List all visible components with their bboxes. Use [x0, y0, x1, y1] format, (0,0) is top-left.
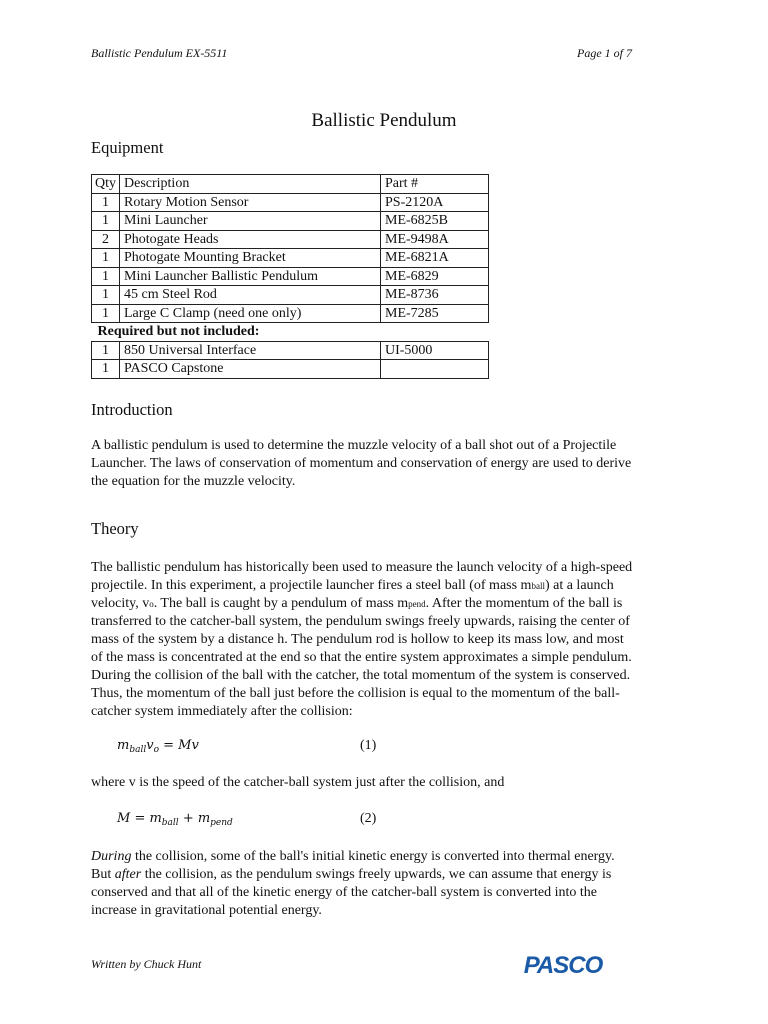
- footer-author: Written by Chuck Hunt: [91, 957, 202, 971]
- table-cell: 1: [92, 212, 120, 231]
- equation-2-number: (2): [360, 811, 377, 826]
- table-cell: ME-8736: [381, 286, 489, 305]
- subscript: ball: [531, 581, 545, 591]
- table-cell: 1: [92, 193, 120, 212]
- theory-line: conserved and that all of the kinetic energy of the catcher-ball system is converted into the: [91, 885, 598, 900]
- equipment-heading: Equipment: [91, 138, 164, 157]
- table-cell: 45 cm Steel Rod: [120, 286, 381, 305]
- table-cell: 1: [92, 341, 120, 360]
- table-cell: Photogate Heads: [120, 230, 381, 249]
- table-cell: Mini Launcher: [120, 212, 381, 231]
- eq-symbol: v: [146, 738, 154, 753]
- theory-line: increase in gravitational potential energy.: [91, 903, 322, 918]
- table-cell: 1: [92, 304, 120, 323]
- text-run: ) at a launch: [544, 578, 614, 593]
- subscript: o: [149, 599, 154, 609]
- eq-symbol: m: [117, 738, 130, 753]
- text-run: the collision, some of the ball's initial kinetic energy is converted into thermal energy.: [131, 849, 615, 864]
- eq-subscript: ball: [161, 818, 179, 828]
- table-cell: UI-5000: [381, 341, 489, 360]
- intro-line: Launcher. The laws of conservation of momentum and conservation of energy are used to derive: [91, 456, 632, 471]
- table-cell: PS-2120A: [381, 193, 489, 212]
- table-cell: ME-7285: [381, 304, 489, 323]
- eq-symbol: = Mv: [159, 738, 199, 753]
- emphasis: During: [91, 849, 132, 864]
- introduction-paragraph: [91, 437, 679, 491]
- text-run: But: [91, 867, 115, 882]
- theory-line: transferred to the catcher-ball system, the pendulum swings freely upwards, raising the center of: [91, 614, 630, 629]
- table-row: [92, 193, 489, 212]
- theory-line: [91, 866, 679, 884]
- table-header-row: [92, 175, 489, 194]
- table-cell: ME-6821A: [381, 249, 489, 268]
- intro-line: the equation for the muzzle velocity.: [91, 474, 296, 489]
- equation-1-number: (1): [360, 738, 377, 753]
- introduction-heading: Introduction: [91, 400, 173, 419]
- theory-line: During the collision of the ball with the catcher, the total momentum of the system is conserved.: [91, 668, 631, 683]
- table-cell: ME-6825B: [381, 212, 489, 231]
- theory-line: [91, 848, 679, 866]
- theory-line: catcher system immediately after the collision:: [91, 704, 353, 719]
- table-row: [92, 212, 489, 231]
- equation-2: [117, 811, 233, 828]
- theory-line: [91, 595, 679, 613]
- text-run: the collision, as the pendulum swings freely upwards, we can assume that energy is: [141, 867, 612, 882]
- eq-subscript: pend: [210, 818, 233, 828]
- table-row: [92, 341, 489, 360]
- table-cell: 1: [92, 267, 120, 286]
- table-cell: ME-9498A: [381, 230, 489, 249]
- table-row: [92, 286, 489, 305]
- text-run: . The ball is caught by a pendulum of mass m: [153, 596, 409, 611]
- eq-symbol: M = m: [117, 811, 162, 826]
- eq-subscript: o: [153, 745, 159, 755]
- theory-line: of the mass is concentrated at the end so that the entire system approximates a simple pendulum.: [91, 650, 632, 665]
- header-page-number: Page 1 of 7: [577, 46, 632, 60]
- eq-subscript: ball: [129, 745, 147, 755]
- table-cell: Photogate Mounting Bracket: [120, 249, 381, 268]
- table-cell: 850 Universal Interface: [120, 341, 381, 360]
- table-cell: 1: [92, 249, 120, 268]
- required-label: Required but not included:: [92, 323, 489, 342]
- eq-symbol: + m: [178, 811, 211, 826]
- table-cell: PASCO Capstone: [120, 360, 381, 379]
- theory-paragraph-1: [91, 559, 679, 721]
- pasco-logo-text: PASCO: [523, 952, 603, 978]
- theory-line: where v is the speed of the catcher-ball system just after the collision, and: [91, 775, 505, 790]
- pasco-logo: [517, 952, 610, 978]
- text-run: . After the momentum of the ball is: [425, 596, 623, 611]
- theory-line: mass of the system by a distance h. The pendulum rod is hollow to keep its mass low, and most: [91, 632, 624, 647]
- theory-paragraph-2: [91, 774, 679, 792]
- text-run: projectile. In this experiment, a projectile launcher fires a steel ball (of mass m: [91, 578, 532, 593]
- subscript: pend: [408, 599, 426, 609]
- table-row: [92, 249, 489, 268]
- table-cell: Rotary Motion Sensor: [120, 193, 381, 212]
- theory-line: The ballistic pendulum has historically been used to measure the launch velocity of a high-speed: [91, 560, 633, 575]
- table-cell: Large C Clamp (need one only): [120, 304, 381, 323]
- equation-1: [117, 738, 199, 755]
- table-row: [92, 360, 489, 379]
- table-row: [92, 230, 489, 249]
- table-cell: Description: [120, 175, 381, 194]
- theory-line: [91, 577, 679, 595]
- equipment-table: [91, 174, 489, 379]
- table-cell: Mini Launcher Ballistic Pendulum: [120, 267, 381, 286]
- page-title: Ballistic Pendulum: [311, 110, 457, 131]
- text-run: velocity, v: [91, 596, 150, 611]
- intro-line: A ballistic pendulum is used to determine the muzzle velocity of a ball shot out of a Projectile: [91, 438, 617, 453]
- table-cell: [381, 360, 489, 379]
- required-label-row: [92, 323, 489, 342]
- table-row: [92, 304, 489, 323]
- header-doc-title: Ballistic Pendulum EX-5511: [91, 46, 228, 60]
- table-cell: 1: [92, 360, 120, 379]
- table-cell: 1: [92, 286, 120, 305]
- theory-heading: Theory: [91, 519, 139, 538]
- table-cell: Qty: [92, 175, 120, 194]
- table-cell: 2: [92, 230, 120, 249]
- theory-line: Thus, the momentum of the ball just before the collision is equal to the momentum of the ball-: [91, 686, 620, 701]
- theory-paragraph-3: [91, 848, 679, 920]
- table-cell: Part #: [381, 175, 489, 194]
- table-row: [92, 267, 489, 286]
- emphasis: after: [114, 867, 142, 882]
- table-cell: ME-6829: [381, 267, 489, 286]
